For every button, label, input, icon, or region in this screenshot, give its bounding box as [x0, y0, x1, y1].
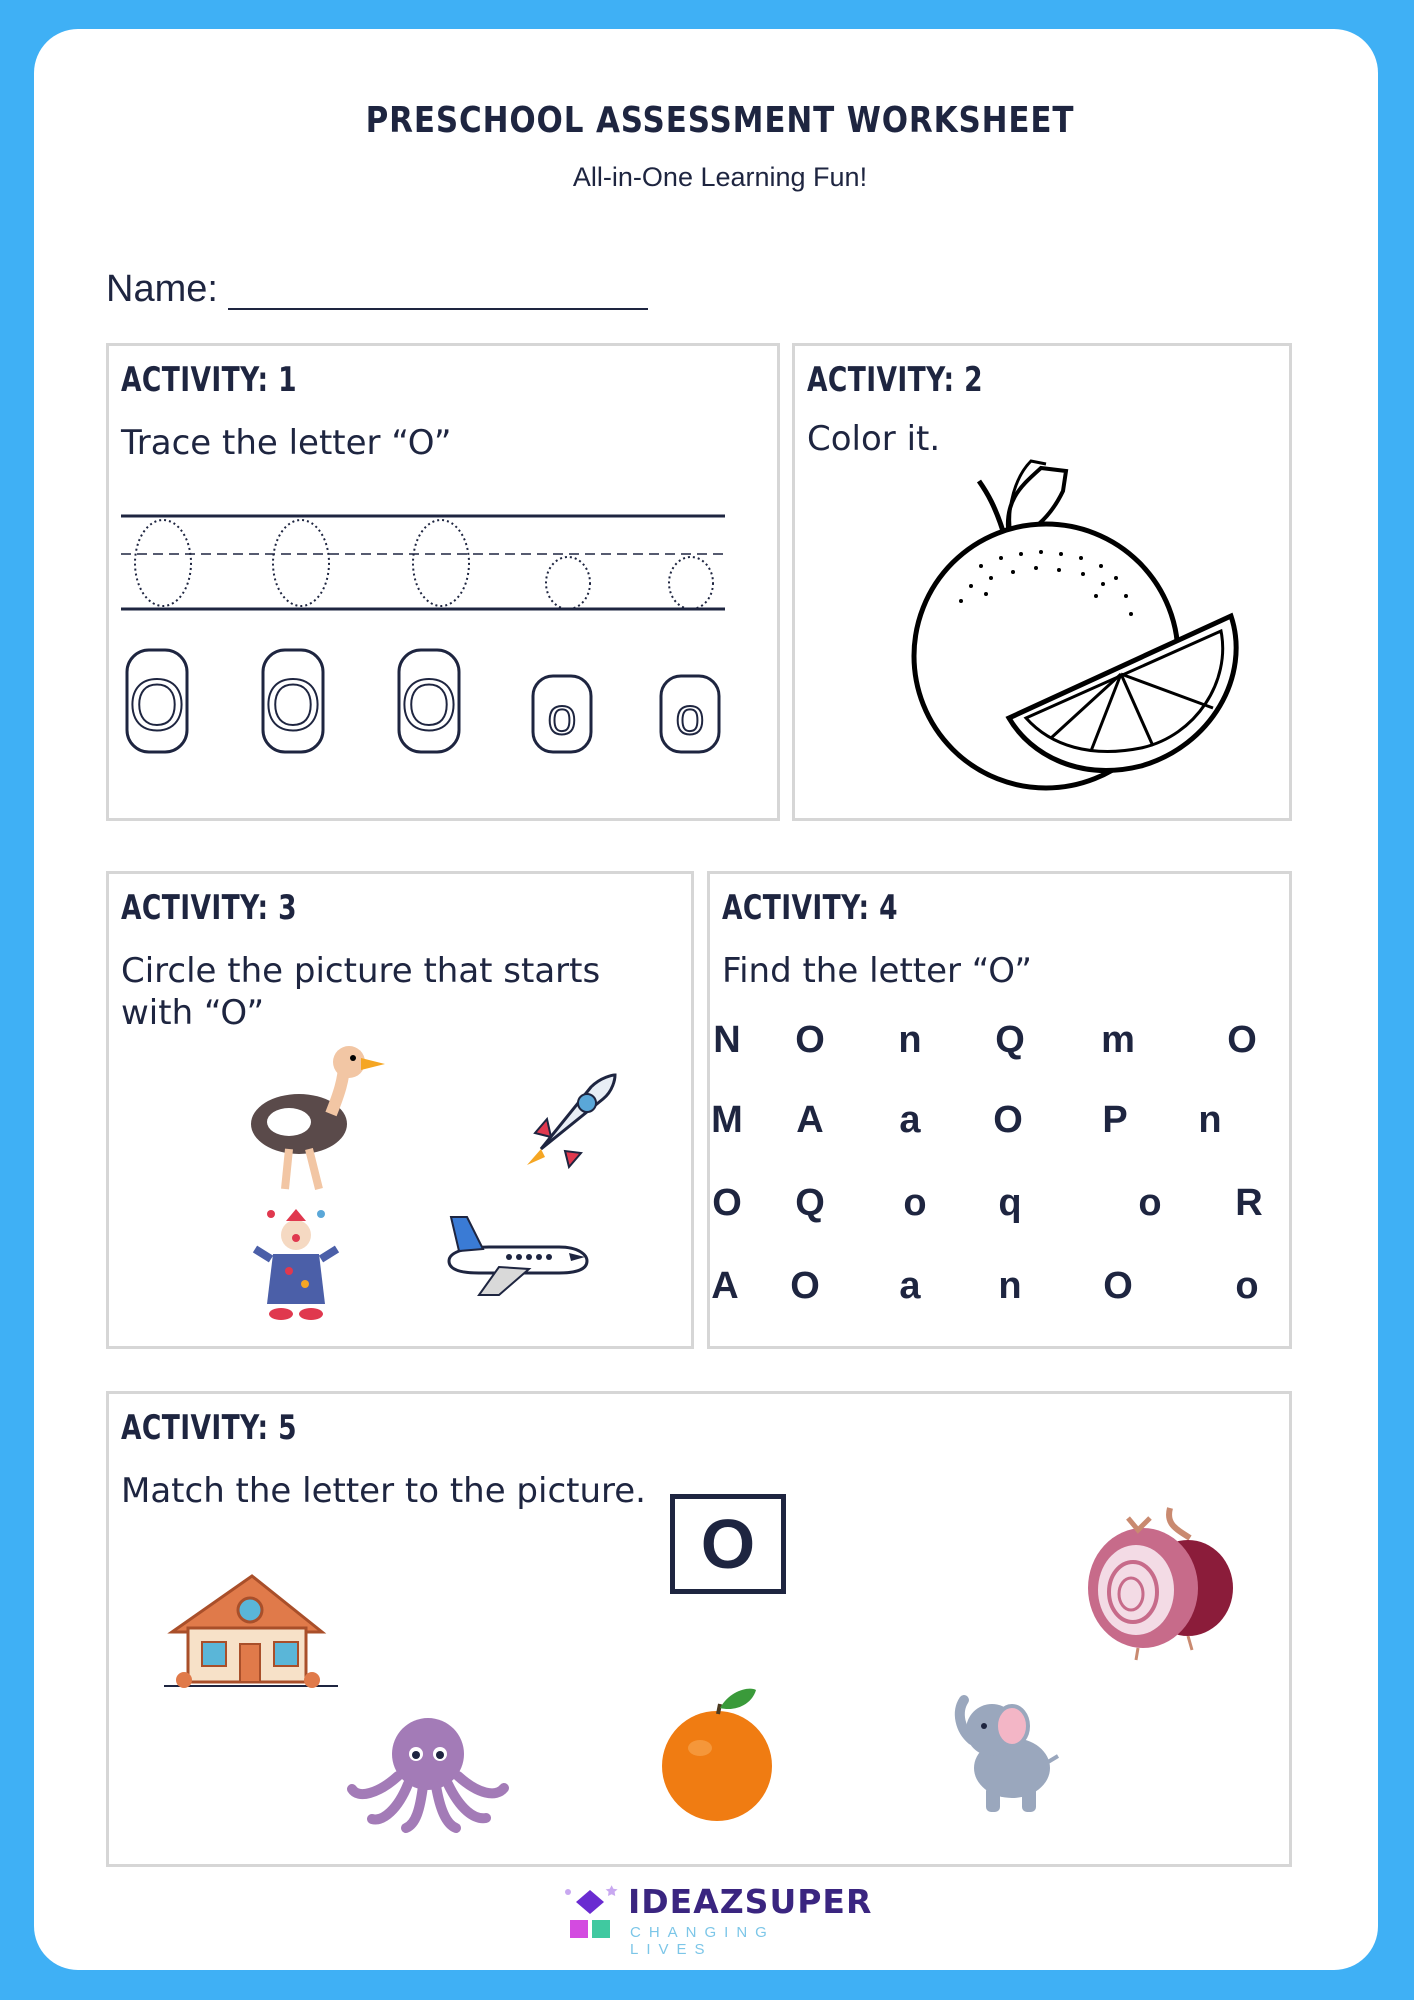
grid-letter[interactable]: A [711, 1265, 739, 1307]
activity-heading: ACTIVITY: 3 [121, 888, 297, 928]
activity-heading: ACTIVITY: 2 [807, 360, 983, 400]
activity-2-box [792, 343, 1292, 821]
grid-letter[interactable]: a [899, 1099, 921, 1141]
onion-icon[interactable] [1078, 1498, 1248, 1668]
orange-icon[interactable] [660, 1686, 780, 1826]
activity-instruction: Circle the picture that starts with “O” [121, 951, 601, 1033]
bubble-letter: o [547, 688, 577, 746]
tracing-lines[interactable] [121, 516, 741, 646]
target-letter-box[interactable]: O [670, 1494, 786, 1594]
grid-letter[interactable]: O [1103, 1265, 1133, 1307]
activity-heading: ACTIVITY: 4 [722, 888, 898, 928]
bubble-letters [121, 646, 741, 756]
grid-letter[interactable]: O [712, 1182, 742, 1224]
brand-name: IDEAZSUPER [628, 1882, 873, 1921]
brand-tagline: CHANGING LIVES [630, 1924, 775, 1958]
grid-letter[interactable]: M [711, 1099, 743, 1141]
airplane-icon[interactable] [439, 1209, 589, 1299]
elephant-icon[interactable] [950, 1690, 1060, 1820]
grid-letter[interactable]: Q [995, 1019, 1025, 1061]
grid-letter[interactable]: n [1198, 1099, 1222, 1141]
grid-letter[interactable]: P [1102, 1099, 1128, 1141]
activity-4-box [707, 871, 1292, 1349]
activity-heading: ACTIVITY: 5 [121, 1408, 297, 1448]
grid-letter[interactable]: O [993, 1099, 1023, 1141]
name-field[interactable] [228, 308, 648, 310]
activity-heading: ACTIVITY: 1 [121, 360, 297, 400]
grid-letter[interactable]: n [898, 1019, 922, 1061]
grid-letter[interactable]: o [1138, 1182, 1162, 1224]
grid-letter[interactable]: q [998, 1182, 1022, 1224]
bubble-letter: O [400, 666, 458, 746]
activity-instruction: Trace the letter “O” [121, 423, 452, 463]
name-label: Name: [106, 268, 218, 310]
grid-letter[interactable]: N [713, 1019, 741, 1061]
octopus-icon[interactable] [348, 1714, 508, 1834]
orange-outline-icon[interactable] [891, 446, 1251, 786]
grid-letter[interactable]: A [796, 1099, 824, 1141]
grid-letter[interactable]: o [1235, 1265, 1259, 1307]
bubble-letter: O [128, 666, 186, 746]
grid-letter[interactable]: O [790, 1265, 820, 1307]
ostrich-icon[interactable] [249, 1044, 389, 1194]
activity-instruction: Color it. [807, 419, 941, 459]
activity-3-box [106, 871, 694, 1349]
grid-letter[interactable]: n [998, 1265, 1022, 1307]
activity-instruction: Match the letter to the picture. [121, 1471, 646, 1511]
activity-instruction: Find the letter “O” [722, 951, 1032, 991]
grid-letter[interactable]: O [1227, 1019, 1257, 1061]
grid-letter[interactable]: o [903, 1182, 927, 1224]
clown-icon[interactable] [251, 1209, 341, 1324]
grid-letter[interactable]: Q [795, 1182, 825, 1224]
page-subtitle: All-in-One Learning Fun! [572, 162, 868, 192]
brand-logo [560, 1882, 873, 1958]
activity-1-box [106, 343, 780, 821]
grid-letter[interactable]: R [1235, 1182, 1263, 1224]
grid-letter[interactable]: O [795, 1019, 825, 1061]
house-icon[interactable] [162, 1570, 342, 1690]
logo-mark-icon [560, 1884, 624, 1944]
bubble-letter: O [264, 666, 322, 746]
bubble-letter: o [675, 688, 705, 746]
rocket-icon[interactable] [521, 1069, 621, 1169]
page-title: PRESCHOOL ASSESSMENT WORKSHEET [365, 100, 1075, 141]
grid-letter[interactable]: a [899, 1265, 921, 1307]
grid-letter[interactable]: m [1101, 1019, 1135, 1061]
